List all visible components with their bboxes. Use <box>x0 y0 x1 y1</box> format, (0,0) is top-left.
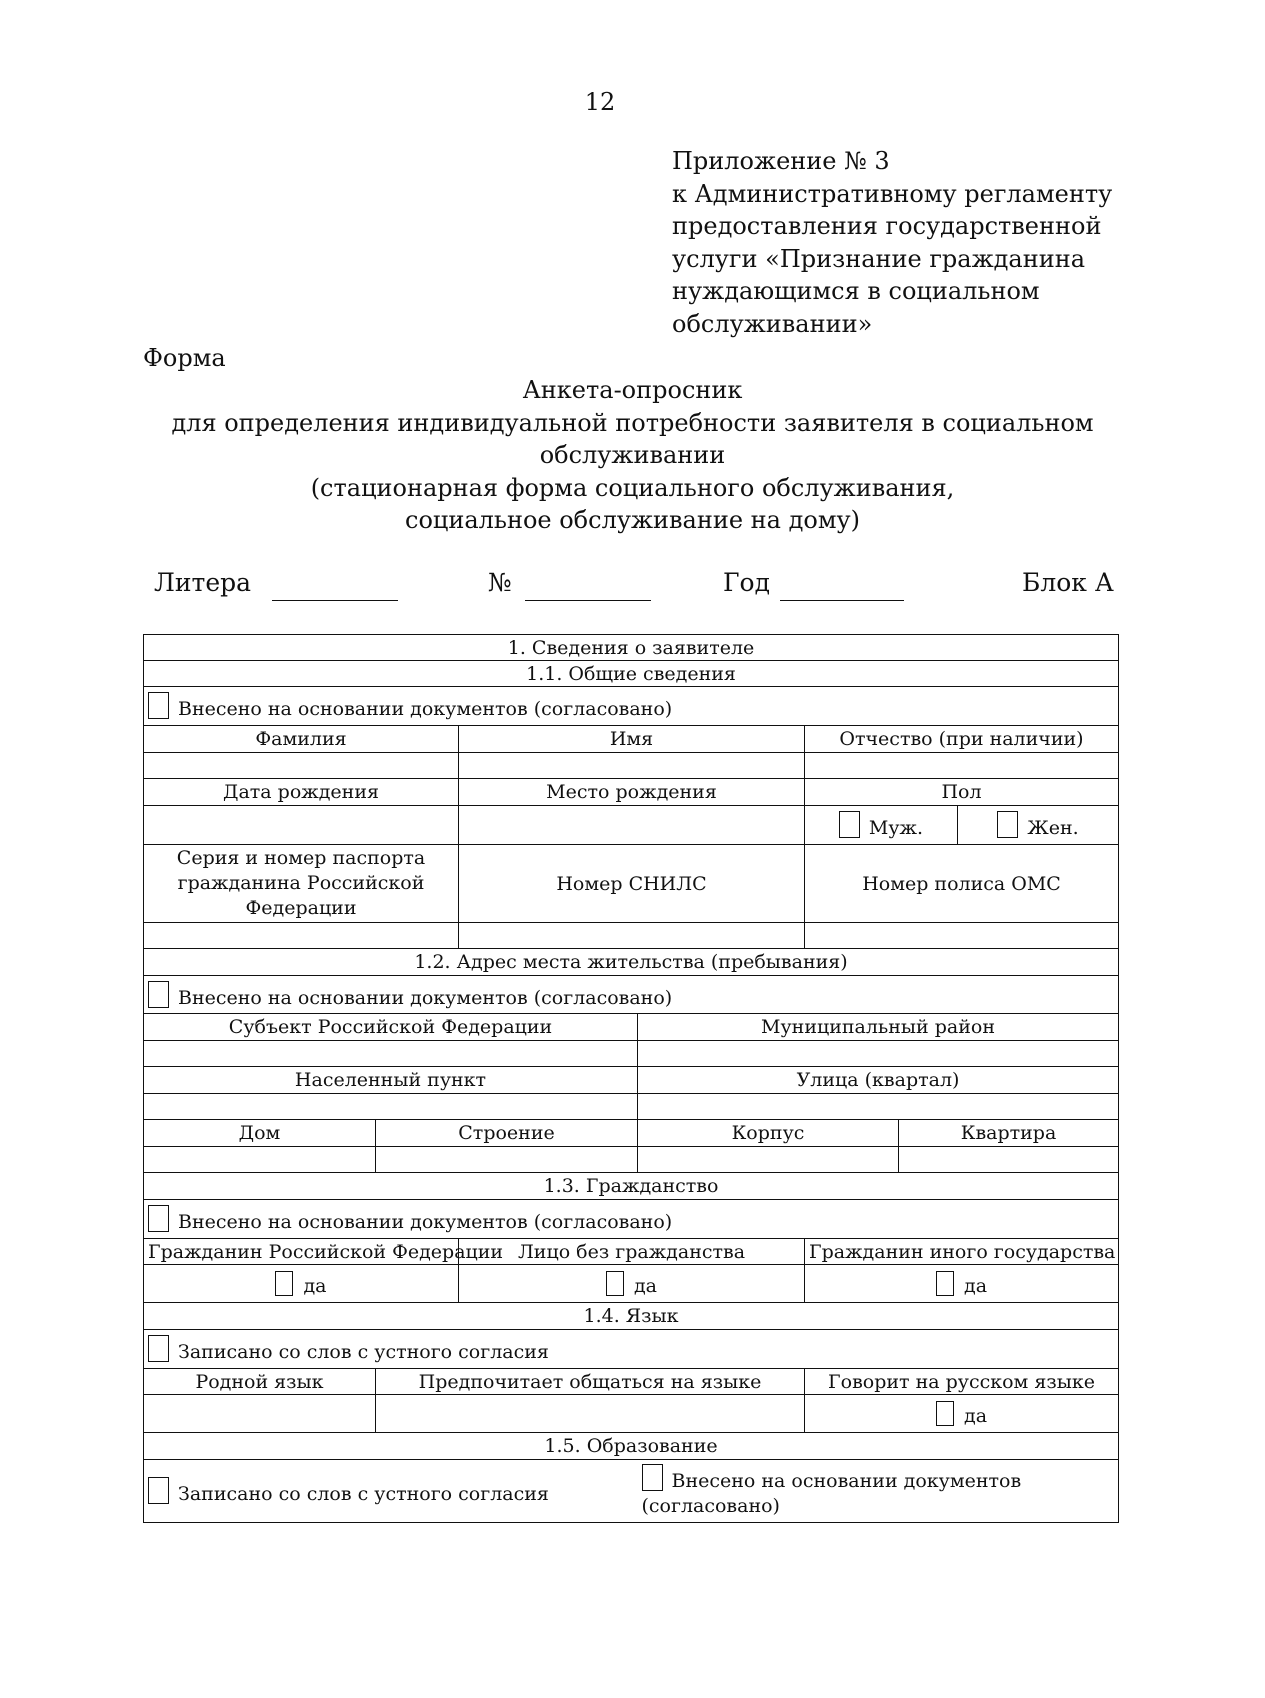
house-header: Дом <box>144 1120 376 1147</box>
appendix-line: к Административному регламенту <box>672 179 1113 208</box>
stateless-cell <box>459 1265 805 1303</box>
title-line: социальное обслуживание на дому) <box>405 506 860 534</box>
yes-label: да <box>633 1274 658 1297</box>
checkbox-male[interactable] <box>839 811 860 838</box>
foreign-citizen-cell <box>805 1265 1119 1303</box>
checkbox-female[interactable] <box>997 811 1018 838</box>
yes-label: да <box>964 1404 988 1427</box>
birth-date-header: Дата рождения <box>144 779 459 806</box>
litera-field[interactable] <box>272 600 398 601</box>
appendix-header <box>672 145 1112 340</box>
title-line: для определения индивидуальной потребности заявителя в социальном <box>171 408 1094 437</box>
apartment-header: Квартира <box>899 1120 1119 1147</box>
appendix-line: Приложение № 3 <box>672 147 890 175</box>
checkbox-label: Записано со слов с устного согласия <box>178 1483 549 1505</box>
street-field[interactable] <box>638 1094 1119 1120</box>
appendix-line: нуждающимся в социальном <box>672 277 1040 305</box>
checkbox-label: Записано со слов с устного согласия <box>178 1341 549 1363</box>
title-line: Анкета-опросник <box>522 376 743 404</box>
yes-label: да <box>303 1274 327 1297</box>
checkbox-label: Внесено на основании документов (согласовано) <box>178 986 673 1009</box>
checkbox-speaks-russian[interactable] <box>936 1401 954 1426</box>
section-1-4-title: 1.4. Язык <box>144 1303 1119 1330</box>
education-oral-check-cell <box>144 1460 638 1523</box>
number-field[interactable] <box>525 600 651 601</box>
native-language-header: Родной язык <box>144 1369 376 1395</box>
number-label: № <box>488 568 512 597</box>
preferred-language-field[interactable] <box>376 1395 805 1433</box>
section-1-1-doc-check-row <box>144 687 1119 726</box>
subject-field[interactable] <box>144 1041 638 1067</box>
section-1-3-title: 1.3. Гражданство <box>144 1173 1119 1200</box>
yes-label: да <box>964 1274 988 1297</box>
passport-field[interactable] <box>144 923 459 949</box>
locality-header: Населенный пункт <box>144 1067 638 1094</box>
section-1-2-doc-check-row <box>144 976 1119 1014</box>
appendix-line: услуги «Признание гражданина <box>672 244 1086 273</box>
name-field[interactable] <box>459 753 805 779</box>
checkbox[interactable] <box>148 1477 169 1504</box>
patronymic-header: Отчество (при наличии) <box>805 726 1119 753</box>
building-field[interactable] <box>376 1147 638 1173</box>
checkbox[interactable] <box>148 981 169 1008</box>
native-language-field[interactable] <box>144 1395 376 1433</box>
sex-female-cell <box>958 806 1119 845</box>
birth-place-header: Место рождения <box>459 779 805 806</box>
section-1-2-title: 1.2. Адрес места жительства (пребывания) <box>144 949 1119 976</box>
locality-field[interactable] <box>144 1094 638 1120</box>
title-line: (стационарная форма социального обслуживания, <box>310 473 955 502</box>
applicant-form-table <box>143 634 1119 1523</box>
sex-male-cell <box>805 806 958 845</box>
section-1-3-doc-check-row <box>144 1200 1119 1239</box>
litera-label: Литера <box>154 568 252 597</box>
document-title <box>0 374 1265 537</box>
name-header: Имя <box>459 726 805 753</box>
title-line: обслуживании <box>539 441 726 469</box>
korpus-field[interactable] <box>638 1147 899 1173</box>
patronymic-field[interactable] <box>805 753 1119 779</box>
subject-header: Субъект Российской Федерации <box>144 1014 638 1041</box>
checkbox[interactable] <box>642 1464 663 1491</box>
speaks-russian-header: Говорит на русском языке <box>805 1369 1119 1395</box>
district-header: Муниципальный район <box>638 1014 1119 1041</box>
forma-label: Форма <box>143 344 226 372</box>
checkbox-label: Внесено на основании документов (согласовано) <box>178 1211 673 1233</box>
preferred-language-header: Предпочитает общаться на языке <box>376 1369 805 1395</box>
oms-header: Номер полиса ОМС <box>805 845 1119 923</box>
stateless-header: Лицо без гражданства <box>459 1239 805 1265</box>
foreign-citizen-header: Гражданин иного государства <box>805 1239 1119 1265</box>
sex-header: Пол <box>805 779 1119 806</box>
block-label: Блок А <box>1022 568 1114 597</box>
section-1-1-title: 1.1. Общие сведения <box>144 661 1119 687</box>
apartment-field[interactable] <box>899 1147 1119 1173</box>
checkbox-foreign-citizen[interactable] <box>936 1271 954 1296</box>
male-label: Муж. <box>868 817 924 839</box>
appendix-line: предоставления государственной <box>672 212 1102 240</box>
checkbox[interactable] <box>148 1205 169 1232</box>
birth-date-field[interactable] <box>144 806 459 845</box>
citizen-rf-header: Гражданин Российской Федерации <box>144 1239 459 1265</box>
birth-place-field[interactable] <box>459 806 805 845</box>
female-label: Жен. <box>1027 817 1079 839</box>
surname-header: Фамилия <box>144 726 459 753</box>
checkbox[interactable] <box>148 1335 169 1362</box>
checkbox-label: Внесено на основании документов (согласовано) <box>178 698 673 720</box>
education-doc-check-cell <box>638 1460 1119 1523</box>
snils-field[interactable] <box>459 923 805 949</box>
passport-header: Серия и номер паспорта гражданина Российской Федерации <box>144 845 459 923</box>
year-field[interactable] <box>780 600 904 601</box>
section-1-4-oral-check-row <box>144 1330 1119 1369</box>
house-field[interactable] <box>144 1147 376 1173</box>
street-header: Улица (квартал) <box>638 1067 1119 1094</box>
citizen-rf-cell <box>144 1265 459 1303</box>
checkbox[interactable] <box>148 692 169 719</box>
surname-field[interactable] <box>144 753 459 779</box>
korpus-header: Корпус <box>638 1120 899 1147</box>
checkbox-citizen-rf[interactable] <box>275 1271 293 1296</box>
checkbox-stateless[interactable] <box>606 1271 624 1296</box>
year-label: Год <box>723 568 770 597</box>
building-header: Строение <box>376 1120 638 1147</box>
oms-field[interactable] <box>805 923 1119 949</box>
section-1-5-title: 1.5. Образование <box>144 1433 1119 1460</box>
page-number: 12 <box>584 88 616 116</box>
district-field[interactable] <box>638 1041 1119 1067</box>
appendix-line: обслуживании» <box>672 309 873 338</box>
snils-header: Номер СНИЛС <box>459 845 805 923</box>
speaks-russian-cell <box>805 1395 1119 1433</box>
section-1-title: 1. Сведения о заявителе <box>144 635 1119 661</box>
checkbox-label: Внесено на основании документов (согласовано) <box>641 1469 1022 1517</box>
